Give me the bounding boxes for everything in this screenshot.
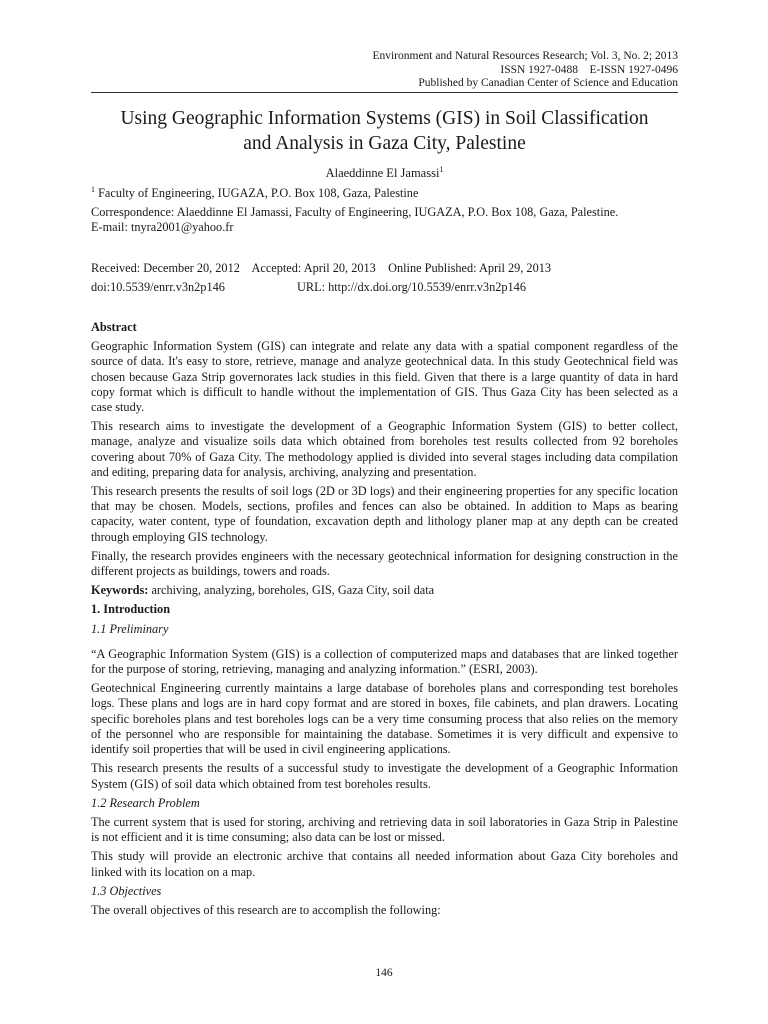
body-paragraph: Geotechnical Engineering currently maintains a large database of boreholes plans and corresponding test boreholes logs. These plans and logs are in hard copy format and are stored in boxes, file cabinets, and plan drawers. Locating specific boreholes plans and test boreholes logs can be a very time consuming process that also relies on the memory of the personnel who are responsible for maintaining the database. Sometimes it is very difficult and expensive to identify soil properties that will be used in civil engineering applications. bbox=[91, 681, 678, 757]
body-paragraph: “A Geographic Information System (GIS) is a collection of computerized maps and databases that are linked together for the purpose of storing, retrieving, managing and analyzing information.” (ESRI, 2003). bbox=[91, 646, 678, 677]
affiliation bbox=[91, 186, 678, 201]
body-paragraph: The current system that is used for storing, archiving and retrieving data in soil laboratories in Gaza Strip in Palestine is not efficient and it is time consuming; also data can be lost or missed. bbox=[91, 814, 678, 845]
journal-citation: Environment and Natural Resources Research; Vol. 3, No. 2; 2013 bbox=[372, 50, 678, 62]
keywords-label: Keywords: bbox=[91, 583, 149, 598]
paper-title bbox=[91, 106, 678, 156]
keywords-text: archiving, analyzing, boreholes, GIS, Gaza City, soil data bbox=[148, 583, 435, 598]
abstract-paragraph: This research presents the results of soil logs (2D or 3D logs) and their engineering properties for any specific location that may be chosen. Models, sections, profiles and fences can also be obtained. In addition to Maps as bearing capacity, water content, type of foundation, excavation depth and lithology planer map at any depth can be created through employing GIS technology. bbox=[91, 484, 678, 544]
title-line-1: Using Geographic Information Systems (GIS) in Soil Classification bbox=[120, 108, 649, 129]
header-rule bbox=[91, 92, 678, 93]
keywords bbox=[91, 583, 678, 598]
body-paragraph: This research presents the results of a successful study to investigate the development of a Geographic Information System (GIS) of soil data which obtained from test boreholes results. bbox=[91, 761, 678, 791]
affiliation-text: Faculty of Engineering, IUGAZA, P.O. Box 108, Gaza, Palestine bbox=[95, 186, 419, 200]
subsection-heading-objectives: 1.3 Objectives bbox=[91, 883, 162, 898]
subsection-heading-preliminary: 1.1 Preliminary bbox=[91, 621, 169, 636]
body-paragraph: The overall objectives of this research are to accomplish the following: bbox=[91, 902, 441, 917]
body-paragraph: This study will provide an electronic archive that contains all needed information about Gaza City boreholes and linked with its location on a map. bbox=[91, 849, 678, 879]
author-superscript: 1 bbox=[439, 164, 444, 174]
correspondence: Correspondence: Alaeddinne El Jamassi, Faculty of Engineering, IUGAZA, P.O. Box 108, Gaza, Palestine. bbox=[91, 205, 619, 220]
abstract-paragraph: Geographic Information System (GIS) can integrate and relate any data with a spatial component regardless of the source of data. It's easy to store, retrieve, manage and analyze geotechnical data. In this study Geotechnical field was chosen because Gaza Strip governorates lack studies in this field. Given that there is a large quantity of data in hard copy format which is difficult to handle without the implementation of GIS. Thus Gaza City has been selected as a case study. bbox=[91, 339, 678, 415]
author-text: Alaeddinne El Jamassi bbox=[325, 166, 440, 180]
paper-body bbox=[91, 186, 678, 918]
page-number: 146 bbox=[375, 967, 393, 979]
journal-header bbox=[372, 50, 678, 91]
subsection-heading-research-problem: 1.2 Research Problem bbox=[91, 795, 200, 810]
abstract-heading: Abstract bbox=[91, 320, 137, 335]
email: E-mail: tnyra2001@yahoo.fr bbox=[91, 220, 234, 235]
abstract-paragraph: Finally, the research provides engineers with the necessary geotechnical information for designing construction in the different projects as buildings, towers and roads. bbox=[91, 548, 678, 579]
journal-publisher: Published by Canadian Center of Science and Education bbox=[418, 77, 678, 89]
title-line-2: and Analysis in Gaza City, Palestine bbox=[243, 133, 526, 154]
section-heading-introduction: 1. Introduction bbox=[91, 602, 171, 617]
abstract-paragraph: This research aims to investigate the development of a Geographic Information System (GIS) to better collect, manage, analyze and visualize soils data which obtained from boreholes test results collected from 92 boreholes covering about 70% of Gaza City. The methodology applied is divided into several stages including data compilation and editing, preparing data for analysis, archiving, analyzing and presentation. bbox=[91, 419, 678, 479]
publication-dates: Received: December 20, 2012 Accepted: April 20, 2013 Online Published: April 29, 2013 bbox=[91, 260, 552, 275]
affiliation-superscript: 1 bbox=[91, 184, 95, 194]
journal-issn: ISSN 1927-0488 E-ISSN 1927-0496 bbox=[500, 63, 678, 76]
doi-url: URL: http://dx.doi.org/10.5539/enrr.v3n2p146 bbox=[297, 279, 526, 294]
doi: doi:10.5539/enrr.v3n2p146 bbox=[91, 279, 225, 294]
doi-row bbox=[91, 280, 678, 295]
author-name bbox=[91, 166, 678, 181]
